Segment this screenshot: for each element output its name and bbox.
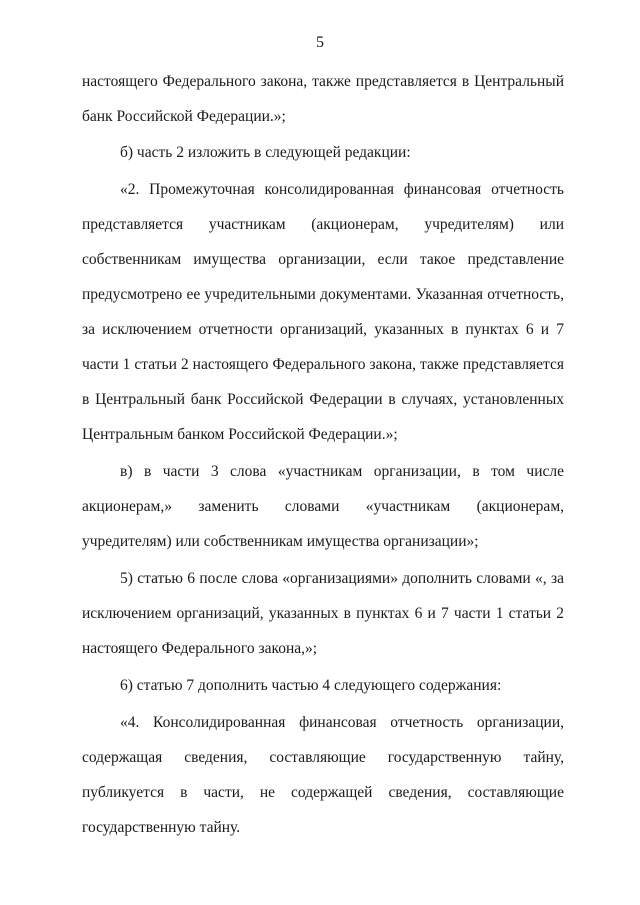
paragraph-item-v: в) в части 3 слова «участникам организации, в том числе акционерам,» заменить словами «участникам (акционерам, учредителям) или собственникам имущества организации»;: [82, 463, 564, 550]
paragraph-continuation: настоящего Федерального закона, также представляется в Центральный банк Российской Федерации.»;: [82, 73, 564, 125]
paragraph-item-5: 5) статью 6 после слова «организациями» дополнить словами «, за исключением организаций, указанных в пунктах 6 и 7 части 1 статьи 2 настоящего Федерального закона,»;: [82, 570, 564, 657]
paragraph-part-2-text: «2. Промежуточная консолидированная финансовая отчетность представляется участникам (акционерам, учредителям) или собственникам имущества организации, если такое представление предусмотрено ее учредительными документами. Указанная отчетность, за исключением отчетности организаций, указанных в пунктах 6 и 7 части 1 статьи 2 настоящего Федерального закона, также представляется в Центральный банк Российской Федерации в случаях, установленных Центральным банком Российской Федерации.»;: [82, 181, 564, 443]
paragraph-part-4-text: «4. Консолидированная финансовая отчетность организации, содержащая сведения, составляющие государственную тайну, публикуется в части, не содержащей сведения, составляющие государственную тайну.: [82, 714, 564, 836]
page-number: 5: [316, 34, 324, 51]
paragraph-item-b: б) часть 2 изложить в следующей редакции:: [120, 144, 411, 161]
document-body: [82, 64, 564, 845]
paragraph-item-6: 6) статью 7 дополнить частью 4 следующего содержания:: [120, 677, 502, 694]
